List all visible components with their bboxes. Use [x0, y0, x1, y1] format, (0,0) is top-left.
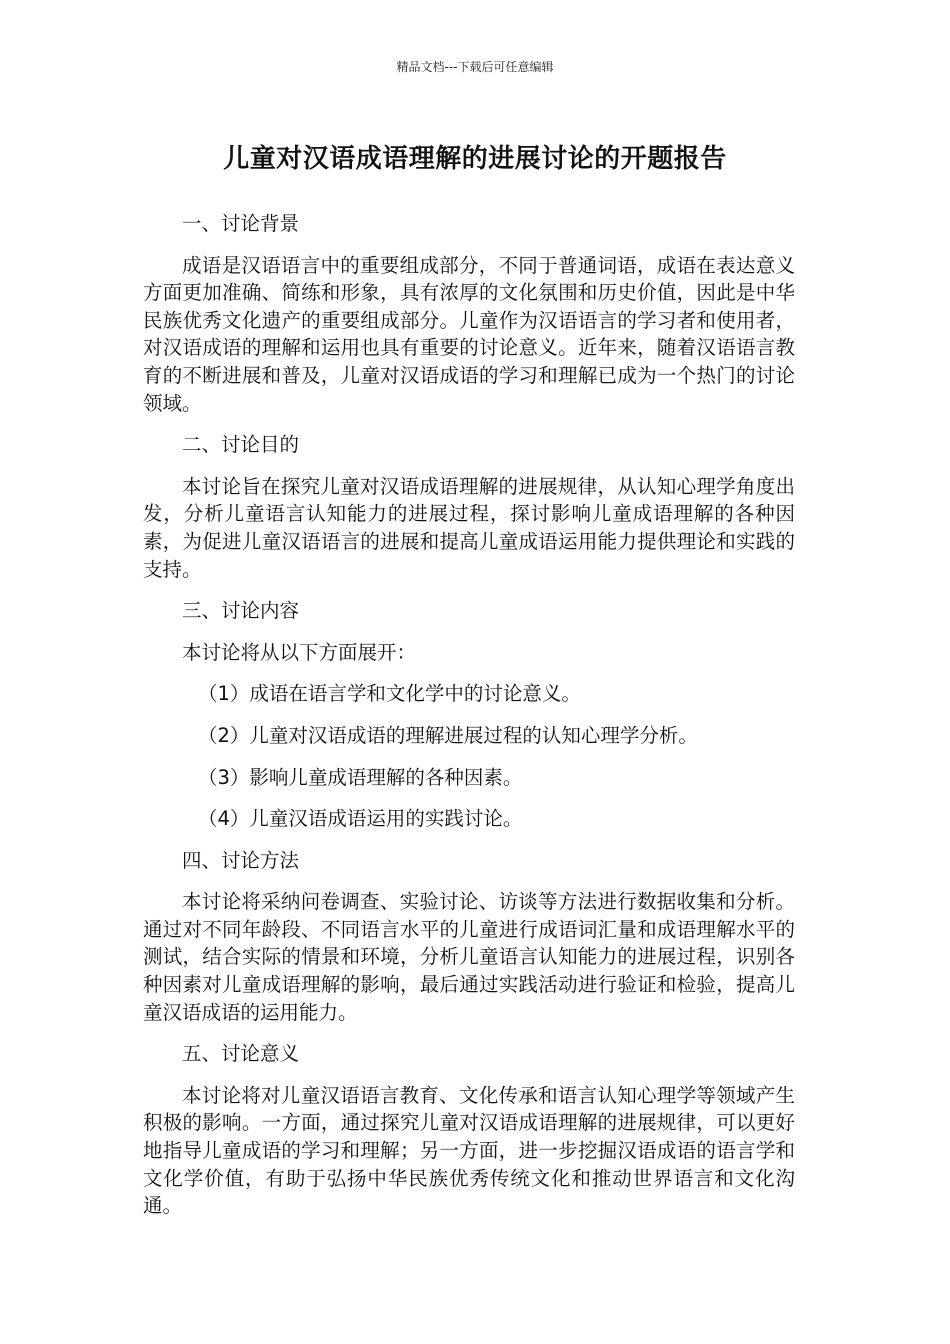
list-item: （2）儿童对汉语成语的理解进展过程的认知心理学分析。 [198, 723, 698, 747]
section-heading-method: 四、讨论方法 [182, 848, 300, 872]
section-paragraph-purpose: 本讨论旨在探究儿童对汉语成语理解的进展规律，从认知心理学角度出发，分析儿童语言认知能力的进展过程，探讨影响儿童成语理解的各种因素，为促进儿童汉语语言的进展和提高儿童成语运用能力提供理论和实践的支持。 [143, 474, 795, 581]
header-note: 精品文档---下载后可任意编辑 [396, 60, 554, 74]
section-heading-content: 三、讨论内容 [182, 599, 300, 623]
section-paragraph-method: 本讨论将采纳问卷调查、实验讨论、访谈等方法进行数据收集和分析。通过对不同年龄段、不同语言水平的儿童进行成语词汇量和成语理解水平的测试，结合实际的情景和环境，分析儿童语言认知能力的进展过程，识别各种因素对儿童成语理解的影响，最后通过实践活动进行验证和检验，提高儿童汉语成语的运用能力。 [143, 890, 795, 1024]
list-item: （3）影响儿童成语理解的各种因素。 [198, 765, 523, 789]
document-title: 儿童对汉语成语理解的进展讨论的开题报告 [223, 144, 727, 174]
document-body [143, 210, 795, 1234]
section-intro-content: 本讨论将从以下方面展开： [182, 640, 417, 664]
section-heading-background: 一、讨论背景 [182, 212, 300, 235]
section-paragraph-significance: 本讨论将对儿童汉语语言教育、文化传承和语言认知心理学等领域产生积极的影响。一方面，通过探究儿童对汉语成语理解的进展规律，可以更好地指导儿童成语的学习和理解；另一方面，进一步挖掘汉语成语的语言学和文化学价值，有助于弘扬中华民族优秀传统文化和推动世界语言和文化沟通。 [143, 1083, 795, 1218]
list-item: （1）成语在语言学和文化学中的讨论意义。 [198, 682, 581, 706]
section-heading-significance: 五、讨论意义 [182, 1042, 300, 1066]
list-item: （4）儿童汉语成语运用的实践讨论。 [198, 807, 523, 831]
section-paragraph-background: 成语是汉语语言中的重要组成部分，不同于普通词语，成语在表达意义方面更加准确、简练和形象，具有浓厚的文化氛围和历史价值，因此是中华民族优秀文化遗产的重要组成部分。儿童作为汉语语言的学习者和使用者，对汉语成语的理解和运用也具有重要的讨论意义。近年来，随着汉语语言教育的不断进展和普及，儿童对汉语成语的学习和理解已成为一个热门的讨论领域。 [143, 253, 795, 415]
section-heading-purpose: 二、讨论目的 [182, 433, 300, 457]
